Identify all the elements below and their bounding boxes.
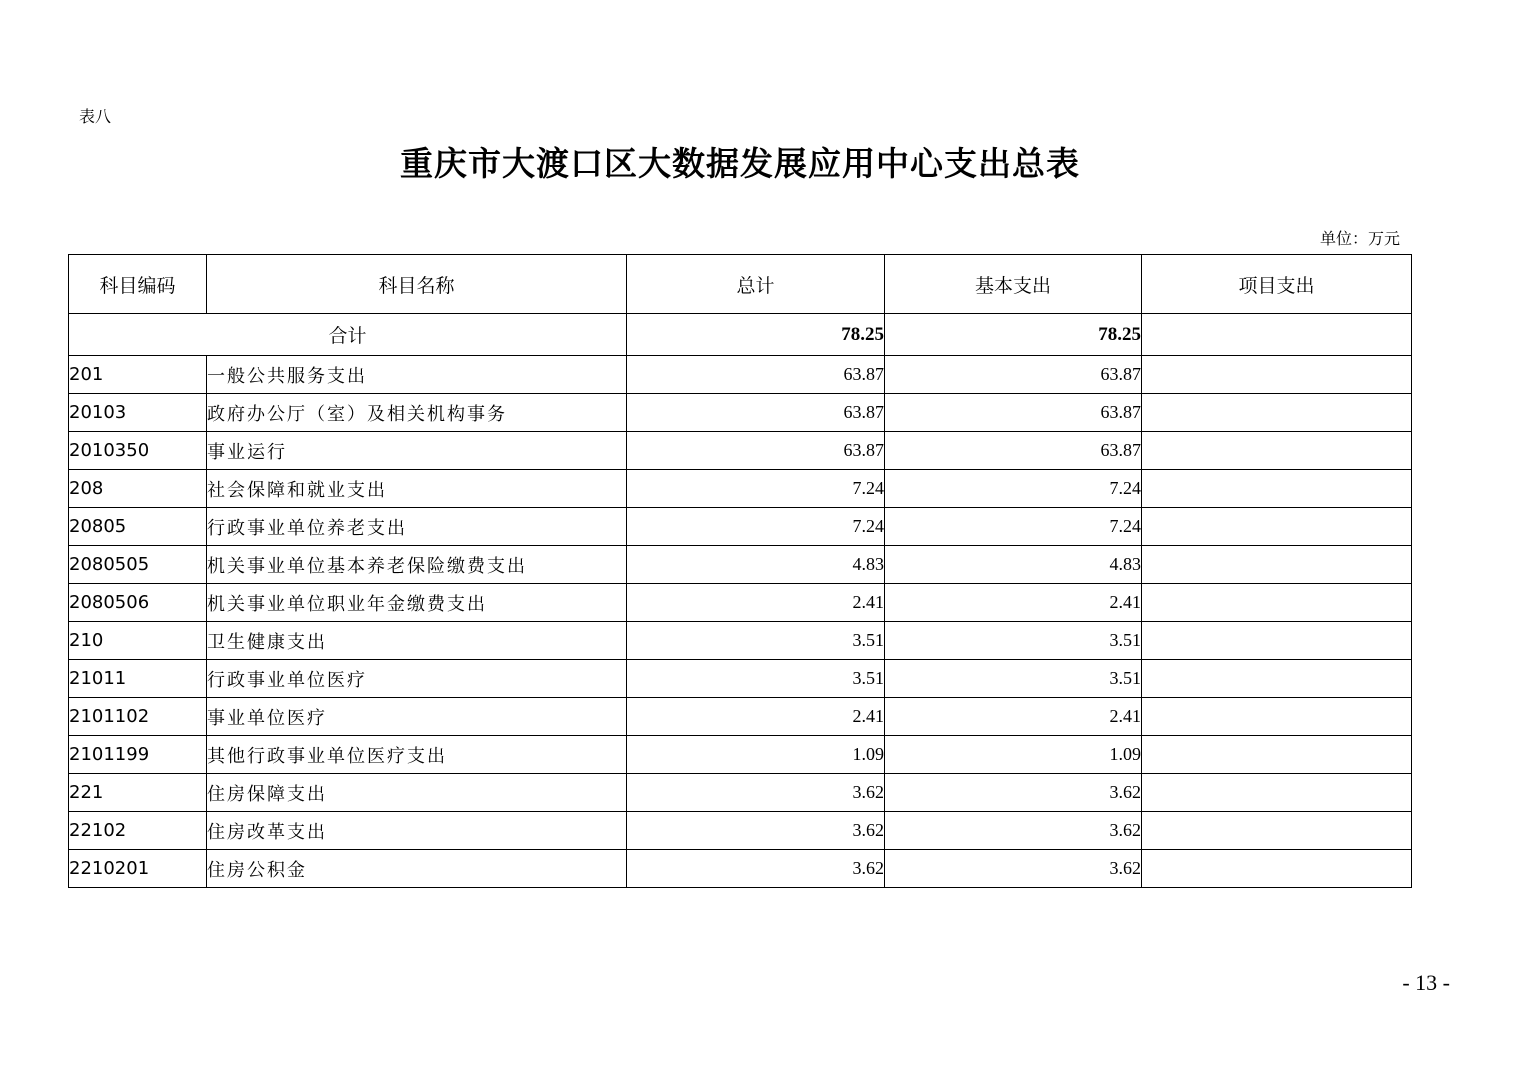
subject-name-cell: 事业单位医疗 [207,698,627,736]
header-basic-expenditure: 基本支出 [885,255,1142,314]
table-row [69,660,1412,698]
total-cell: 7.24 [627,470,885,508]
basic-expenditure-cell: 2.41 [885,584,1142,622]
table-row [69,812,1412,850]
subject-code-cell: 20805 [69,508,207,546]
total-cell: 2.41 [627,698,885,736]
subject-name-cell: 一般公共服务支出 [207,356,627,394]
total-label: 合计 [69,314,627,356]
basic-expenditure-cell: 63.87 [885,432,1142,470]
project-expenditure-cell [1142,660,1412,698]
table-row [69,546,1412,584]
subject-code-cell: 221 [69,774,207,812]
total-cell: 3.62 [627,812,885,850]
project-expenditure-cell [1142,774,1412,812]
header-subject-name: 科目名称 [207,255,627,314]
basic-expenditure-cell: 3.62 [885,850,1142,888]
basic-expenditure-cell: 3.62 [885,774,1142,812]
subject-name-cell: 卫生健康支出 [207,622,627,660]
subject-code-cell: 208 [69,470,207,508]
basic-expenditure-cell: 3.51 [885,660,1142,698]
subject-name-cell: 住房保障支出 [207,774,627,812]
subject-code-cell: 2101102 [69,698,207,736]
project-expenditure-cell [1142,698,1412,736]
total-cell: 3.51 [627,622,885,660]
table-row [69,356,1412,394]
project-expenditure-cell [1142,394,1412,432]
basic-expenditure-cell: 63.87 [885,356,1142,394]
subject-code-cell: 210 [69,622,207,660]
subject-code-cell: 2080505 [69,546,207,584]
total-cell: 4.83 [627,546,885,584]
unit-label: 单位：万元 [1319,229,1400,248]
basic-expenditure-cell: 1.09 [885,736,1142,774]
table-row [69,470,1412,508]
table-row [69,622,1412,660]
total-amount: 78.25 [627,314,885,356]
subject-code-cell: 2101199 [69,736,207,774]
table-row [69,584,1412,622]
subject-name-cell: 住房改革支出 [207,812,627,850]
subject-code-cell: 2210201 [69,850,207,888]
table-body [69,314,1412,888]
subject-code-cell: 2080506 [69,584,207,622]
subject-name-cell: 行政事业单位医疗 [207,660,627,698]
table-row [69,774,1412,812]
subject-code-cell: 20103 [69,394,207,432]
page-number: - 13 - [1402,970,1450,995]
project-expenditure-cell [1142,584,1412,622]
project-expenditure-cell [1142,736,1412,774]
document-title: 重庆市大渡口区大数据发展应用中心支出总表 [400,144,1080,183]
table-row [69,508,1412,546]
subject-name-cell: 行政事业单位养老支出 [207,508,627,546]
project-expenditure-cell [1142,546,1412,584]
basic-expenditure-cell: 7.24 [885,470,1142,508]
total-cell: 3.51 [627,660,885,698]
table-row [69,850,1412,888]
subject-name-cell: 政府办公厅（室）及相关机构事务 [207,394,627,432]
basic-expenditure-cell: 3.51 [885,622,1142,660]
header-total: 总计 [627,255,885,314]
basic-expenditure-cell: 63.87 [885,394,1142,432]
table-header-row [69,255,1412,314]
basic-expenditure-cell: 7.24 [885,508,1142,546]
subject-name-cell: 事业运行 [207,432,627,470]
total-cell: 7.24 [627,508,885,546]
project-expenditure-cell [1142,470,1412,508]
total-project [1142,314,1412,356]
subject-name-cell: 其他行政事业单位医疗支出 [207,736,627,774]
basic-expenditure-cell: 4.83 [885,546,1142,584]
project-expenditure-cell [1142,508,1412,546]
subject-name-cell: 机关事业单位基本养老保险缴费支出 [207,546,627,584]
subject-code-cell: 2010350 [69,432,207,470]
project-expenditure-cell [1142,622,1412,660]
total-cell: 63.87 [627,432,885,470]
total-basic: 78.25 [885,314,1142,356]
total-cell: 3.62 [627,850,885,888]
header-subject-code: 科目编码 [69,255,207,314]
table-row [69,432,1412,470]
header-project-expenditure: 项目支出 [1142,255,1412,314]
total-cell: 63.87 [627,356,885,394]
table-row [69,736,1412,774]
subject-name-cell: 机关事业单位职业年金缴费支出 [207,584,627,622]
basic-expenditure-cell: 3.62 [885,812,1142,850]
total-cell: 2.41 [627,584,885,622]
subject-code-cell: 22102 [69,812,207,850]
subject-code-cell: 21011 [69,660,207,698]
total-cell: 63.87 [627,394,885,432]
table-row [69,394,1412,432]
table-row [69,698,1412,736]
project-expenditure-cell [1142,356,1412,394]
subject-code-cell: 201 [69,356,207,394]
expenditure-table [68,254,1412,888]
project-expenditure-cell [1142,850,1412,888]
total-cell: 1.09 [627,736,885,774]
subject-name-cell: 社会保障和就业支出 [207,470,627,508]
project-expenditure-cell [1142,432,1412,470]
total-row [69,314,1412,356]
subject-name-cell: 住房公积金 [207,850,627,888]
table-label: 表八 [79,107,112,126]
basic-expenditure-cell: 2.41 [885,698,1142,736]
total-cell: 3.62 [627,774,885,812]
project-expenditure-cell [1142,812,1412,850]
